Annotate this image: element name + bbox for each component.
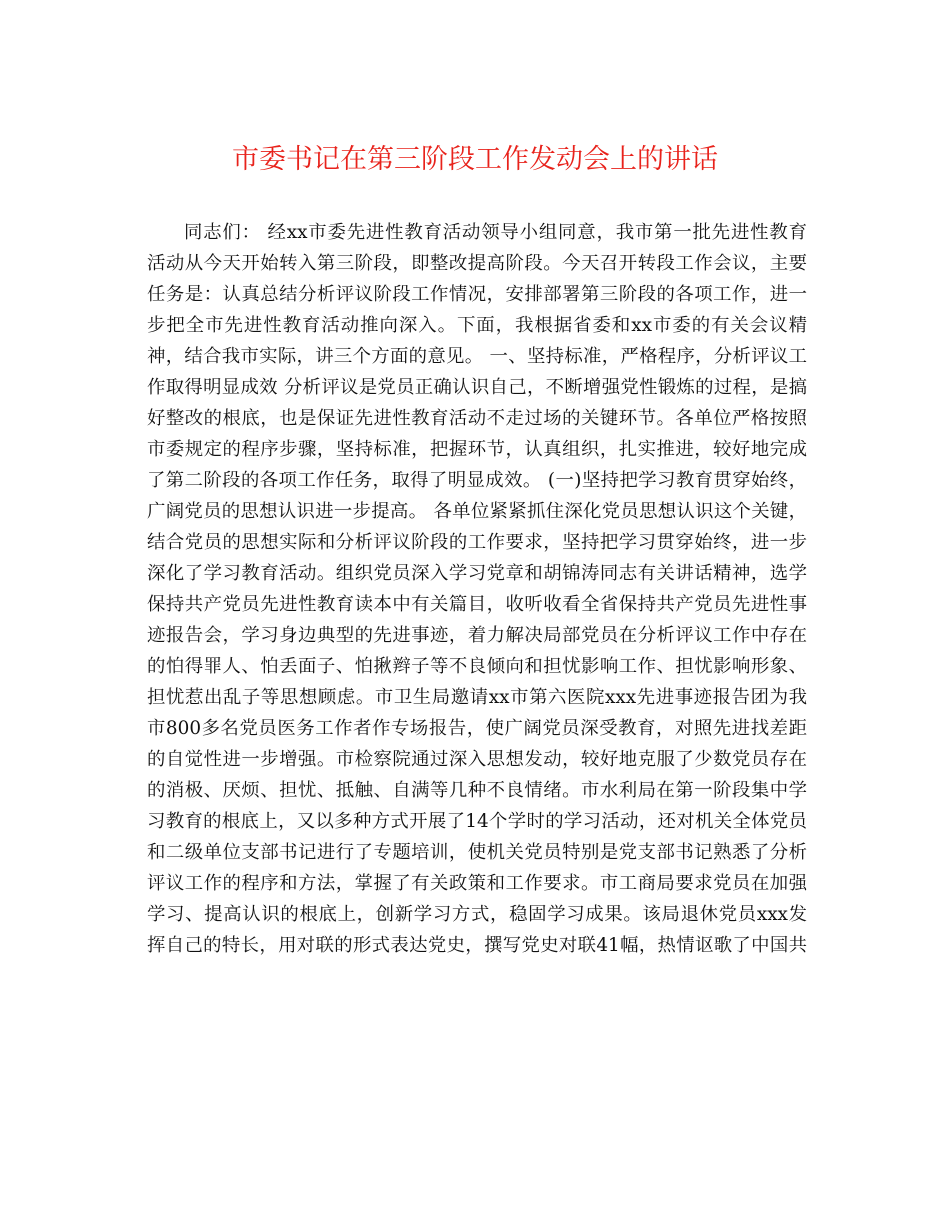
body-line: 活动从今天开始转入第三阶段，即整改提高阶段。今天召开转段工作会议，主要 [147, 253, 807, 274]
document-title: 市委书记在第三阶段工作发动会上的讲话 [232, 144, 718, 175]
body-line: 习教育的根底上，又以多种方式开展了14个学时的学习活动，还对机关全体党员 [147, 811, 807, 832]
body-line: 任务是：认真总结分析评议阶段工作情况，安排部署第三阶段的各项工作，进一 [147, 284, 807, 305]
body-line: 和二级单位支部书记进行了专题培训，使机关党员特别是党支部书记熟悉了分析 [147, 842, 807, 863]
body-line: 的消极、厌烦、担忧、抵触、自满等几种不良情绪。市水利局在第一阶段集中学 [147, 780, 807, 801]
body-line: 的怕得罪人、怕丢面子、怕揪辫子等不良倾向和担忧影响工作、担忧影响形象、 [147, 656, 807, 677]
body-line: 结合党员的思想实际和分析评议阶段的工作要求，坚持把学习贯穿始终，进一步 [147, 532, 807, 553]
body-line: 挥自己的特长，用对联的形式表达党史，撰写党史对联41幅，热情讴歌了中国共 [147, 935, 807, 956]
body-line: 好整改的根底，也是保证先进性教育活动不走过场的关键环节。各单位严格按照 [147, 408, 807, 429]
body-line: 深化了学习教育活动。组织党员深入学习党章和胡锦涛同志有关讲话精神，选学 [147, 563, 807, 584]
body-line: 同志们： 经xx市委先进性教育活动领导小组同意，我市第一批先进性教育 [184, 222, 807, 243]
body-line: 广阔党员的思想认识进一步提高。 各单位紧紧抓住深化党员思想认识这个关键， [147, 501, 807, 522]
body-line: 步把全市先进性教育活动推向深入。下面，我根据省委和xx市委的有关会议精 [147, 315, 807, 336]
body-line: 学习、提高认识的根底上，创新学习方式，稳固学习成果。该局退休党员xxx发 [147, 904, 807, 925]
body-line: 保持共产党员先进性教育读本中有关篇目，收听收看全省保持共产党员先进性事 [147, 594, 807, 615]
body-line: 担忧惹出乱子等思想顾虑。市卫生局邀请xx市第六医院xxx先进事迹报告团为我 [147, 687, 807, 708]
body-line: 市800多名党员医务工作者作专场报告，使广阔党员深受教育，对照先进找差距 [147, 718, 807, 739]
body-line: 市委规定的程序步骤，坚持标准，把握环节，认真组织，扎实推进，较好地完成 [147, 439, 807, 460]
body-line: 了第二阶段的各项工作任务，取得了明显成效。 (一)坚持把学习教育贯穿始终， [147, 470, 807, 491]
body-line: 迹报告会，学习身边典型的先进事迹，着力解决局部党员在分析评议工作中存在 [147, 625, 807, 646]
body-line: 评议工作的程序和方法，掌握了有关政策和工作要求。市工商局要求党员在加强 [147, 873, 807, 894]
body-line: 的自觉性进一步增强。市检察院通过深入思想发动，较好地克服了少数党员存在 [147, 749, 807, 770]
body-line: 作取得明显成效 分析评议是党员正确认识自己，不断增强党性锻炼的过程，是搞 [147, 377, 807, 398]
body-line: 神，结合我市实际，讲三个方面的意见。 一、坚持标准，严格程序，分析评议工 [147, 346, 807, 367]
